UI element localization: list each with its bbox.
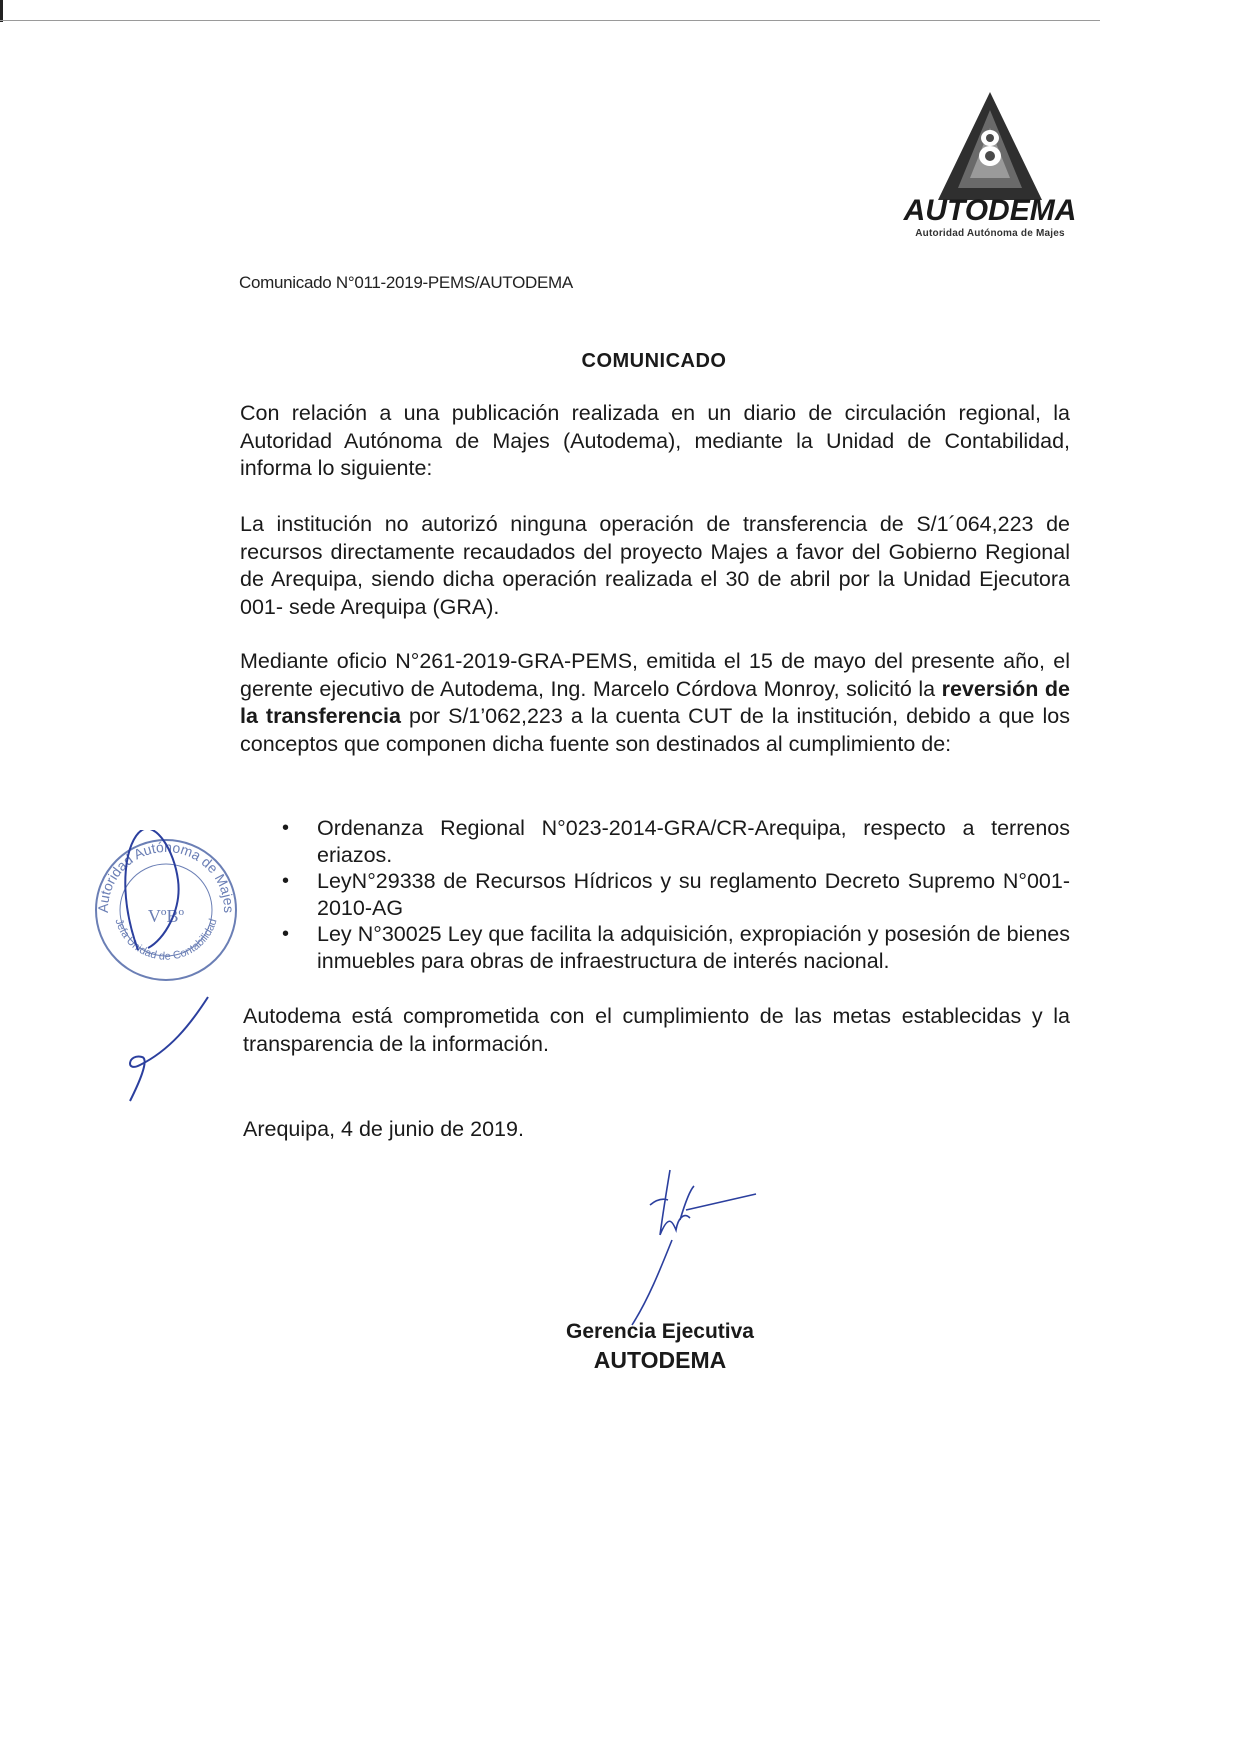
logo-wordmark: AUTODEMA [903,194,1077,227]
logo-mark-icon [900,88,1080,228]
bullet-icon: • [282,817,290,839]
handwritten-signature-icon [620,1160,770,1335]
bullet-list [280,815,1070,974]
stamp-seal-icon [86,830,246,990]
initial-scribble-icon [120,995,220,1110]
list-item-text: LeyN°29338 de Recursos Hídricos y su reglamento Decreto Supremo N°001-2010-AG [317,869,1070,920]
list-item [280,921,1070,974]
paragraph-request-bold: reversión de la transferencia [240,676,1070,728]
list-item [280,868,1070,921]
svg-text:Autoridad Autónoma de Majes [95,839,237,913]
list-item [280,815,1070,868]
document-reference: Comunicado N°011-2019-PEMS/AUTODEMA [239,273,573,292]
stamp-outer-text: Autoridad Autónoma de Majes [94,838,238,914]
paragraph-request-text-1: Mediante oficio N°261-2019-GRA-PEMS, emitida el 15 de mayo del presente año, el gerente ejecutivo de Autodema, Ing. Marcelo Córdova Monroy, solicitó la [240,649,1070,701]
list-item-text: Ordenanza Regional N°023-2014-GRA/CR-Arequipa, respecto a terrenos eriazos. [317,816,1070,867]
bullet-icon: • [282,923,290,945]
list-item-text: Ley N°30025 Ley que facilita la adquisición, expropiación y posesión de bienes inmuebles para obras de infraestructura de interés nacional. [317,922,1070,973]
document-title: COMUNICADO [581,350,727,372]
scan-edge-mark [0,0,3,22]
paragraph-closing: Autodema está comprometida con el cumplimiento de las metas establecidas y la transparencia de la información. [243,1004,1070,1056]
signatory-organization: AUTODEMA [593,1347,727,1373]
paragraph-intro: Con relación a una publicación realizada en un diario de circulación regional, la Autoridad Autónoma de Majes (Autodema), mediante la Unidad de Contabilidad, informa lo siguiente: [240,401,1070,480]
paragraph-request [240,648,1070,758]
document-date: Arequipa, 4 de junio de 2019. [243,1117,524,1141]
stamp-center: VºBº [147,906,185,926]
bullet-icon: • [282,870,290,892]
signatory-title: Gerencia Ejecutiva [566,1320,754,1343]
approval-stamp [86,830,246,995]
paragraph-request-text-2: por S/1’062,223 a la cuenta CUT de la institución, debido a que los conceptos que componen dicha fuente son destinados al cumplimiento de: [240,704,1070,756]
logo-caption: Autoridad Autónoma de Majes [915,228,1065,239]
stamp-inner-text: Jefa Unidad de Contabilidad [112,917,220,963]
top-rule [0,20,1100,21]
autodema-logo [900,88,1080,248]
paragraph-transfer: La institución no autorizó ninguna operación de transferencia de S/1´064,223 de recursos directamente recaudados del proyecto Majes a favor del Gobierno Regional de Arequipa, siendo dicha operación realizada el 30 de abril por la Unidad Ejecutora 001- sede Arequipa (GRA). [240,512,1070,619]
